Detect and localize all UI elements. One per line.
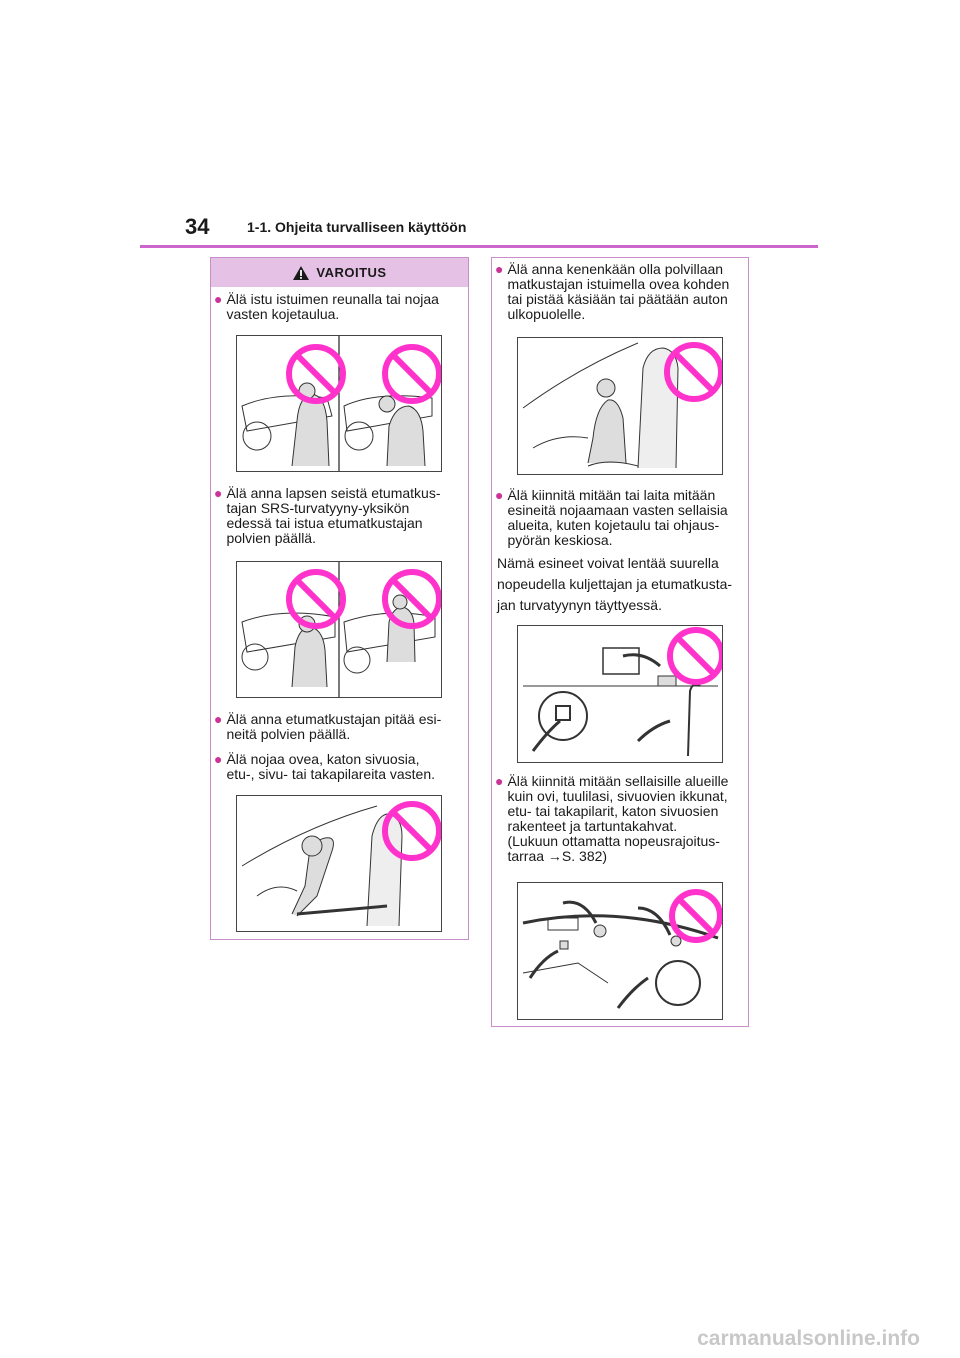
bullet-dot-icon: ● (214, 485, 223, 501)
section-title: 1-1. Ohjeita turvalliseen käyttöön (247, 219, 467, 235)
bullet-item (214, 712, 441, 742)
illustration-child-standing (236, 561, 442, 698)
prohibition-icon (385, 347, 439, 401)
illustration-dashboard-objects (517, 625, 723, 763)
illustration-door-attachments (517, 882, 723, 1020)
bullet-text: Älä nojaa ovea, katon sivuosia, etu-, sivu- tai takapilareita vasten. (226, 751, 436, 782)
bullet-item (214, 752, 435, 782)
header-rule (140, 245, 818, 248)
bullet-text: Älä anna lapsen seistä etumatkus- tajan SRS-turvatyyny-yksikön edessä tai istua etumatkustajan polvien päällä. (226, 485, 441, 546)
footer-watermark: carmanualsonline.info (697, 1327, 920, 1350)
illustration-leaning-door (236, 795, 442, 932)
prohibition-icon (289, 572, 343, 626)
bullet-text: Älä kiinnitä mitään tai laita mitään esineitä nojaamaan vasten sellaisia alueita, kuten kojetaulu tai ohjaus- pyörän keskiosa. (507, 487, 728, 548)
bullet-text: Älä anna etumatkustajan pitää esi- neitä polvien päällä. (226, 711, 442, 742)
bullet-item (214, 292, 439, 322)
page-number: 34 (185, 214, 210, 239)
bullet-item (495, 774, 728, 864)
prohibition-icon (289, 347, 343, 401)
warning-header (211, 258, 468, 287)
bullet-dot-icon: ● (495, 773, 504, 789)
bullet-dot-icon: ● (495, 487, 504, 503)
illustration-kneeling-seat (517, 337, 723, 475)
bullet-dot-icon: ● (214, 751, 223, 767)
bullet-text: Älä kiinnitä mitään sellaisille alueille kuin ovi, tuulilasi, sivuovien ikkunat, etu- tai takapilarit, katon sivuosien rakenteet ja tartuntakahvat. (Lukuun ottamatta nopeusrajoitus- tarraa →S. 382) (507, 773, 729, 864)
bullet-text: Älä anna kenenkään olla polvillaan matkustajan istuimella ovea kohden tai pistää käsiään tai päätään auton ulkopuolelle. (507, 261, 730, 322)
bullet-item (495, 262, 729, 322)
warning-title: VAROITUS (316, 265, 387, 280)
prohibition-icon (670, 630, 722, 682)
prohibition-icon (672, 892, 720, 940)
bullet-dot-icon: ● (495, 261, 504, 277)
illustration-sitting-edge (236, 335, 442, 472)
bullet-item (214, 486, 440, 546)
bullet-dot-icon: ● (214, 291, 223, 307)
warning-triangle-icon (292, 265, 310, 281)
warning-paragraph: Nämä esineet voivat lentää suurella nopeudella kuljettajan ja etumatkusta- jan turvatyynyn täyttyessä. (497, 555, 733, 613)
bullet-item (495, 488, 728, 548)
bullet-text: Älä istu istuimen reunalla tai nojaa vasten kojetaulua. (226, 291, 439, 322)
bullet-dot-icon: ● (214, 711, 223, 727)
